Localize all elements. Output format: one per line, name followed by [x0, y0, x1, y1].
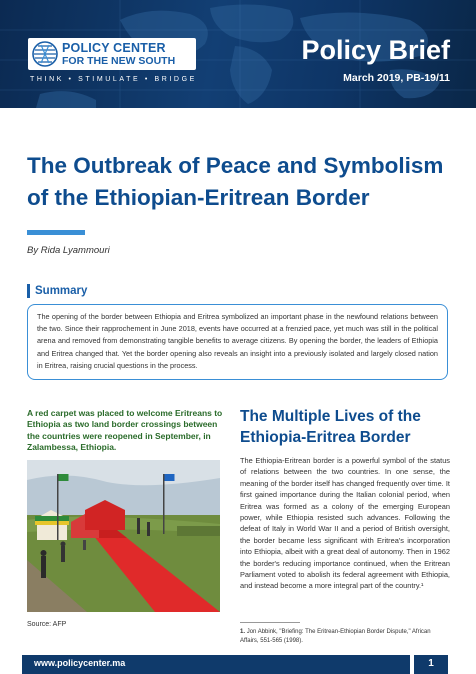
photo-caption: A red carpet was placed to welcome Eritreans to Ethiopia as two land border crossings between the countries were reopened in September, in Zalambessa, Ethiopia. [27, 408, 223, 453]
document-title: The Outbreak of Peace and Symbolism of the Ethiopian-Eritrean Border [27, 153, 444, 210]
publication-date-reference: March 2019, PB-19/11 [343, 72, 450, 84]
page-number: 1 [428, 658, 434, 669]
page-header [0, 0, 476, 108]
footnote [240, 628, 450, 646]
logo-globe-icon [32, 41, 58, 67]
section-body-text: The Ethiopia-Eritrean border is a powerful symbol of the status of relations between the two countries. In one sense, the meaning of the border itself has changed frequently over time. It first gained importance during the Italian colonial period, when Eritrea was formed as a colony of the emerging European power, while Ethiopia resisted such advances. Following the defeat of Italy in World War II and a period of British oversight, the border became less significant with Eritrea's incorporation into Ethiopia, albeit with a great deal of autonomy. Then in 1962 the border's reducing importance continued, when the Eritrean Parliament voted to abolish its federal agreement with Ethiopia, and instead become a more integral part of the country.¹ [240, 456, 450, 591]
footnote-number: 1. [240, 629, 246, 635]
summary-accent-bar [27, 284, 30, 298]
title-underline [27, 230, 85, 235]
section-heading: The Multiple Lives of the Ethiopia-Eritrea Border [240, 408, 421, 446]
author-byline: By Rida Lyammouri [27, 245, 110, 256]
logo[interactable] [28, 38, 196, 70]
summary-box [27, 304, 448, 380]
logo-text-line2: FOR THE NEW SOUTH [62, 55, 176, 67]
red-carpet-photo [27, 460, 220, 612]
publication-type: Policy Brief [301, 35, 450, 65]
tagline: THINK • STIMULATE • BRIDGE [30, 76, 197, 83]
summary-label: Summary [35, 285, 88, 297]
summary-text: The opening of the border between Ethiopia and Eritrea symbolized an important phase in the newfound relations between the two. Since their rapprochement in June 2018, events have occurred at a frenzied pace, yet much was still in the political arena and removed from demonstrating tangible benefits to average citizens. By opening the border, the leaders of Ethiopia and Eritrea changed that. Yet the border opening also reveals an insight into a previously isolated and largely closed nation in Eritrea, raising crucial questions in the process. [37, 312, 438, 370]
page-footer [0, 655, 476, 674]
logo-text-line1: POLICY CENTER [62, 41, 166, 55]
footnote-divider [240, 622, 300, 623]
footnote-text: Jon Abbink, "Briefing: The Eritrean-Ethiopian Border Dispute," African Affairs, 551-565 (1998). [240, 629, 431, 644]
photo-source: Source: AFP [27, 621, 67, 628]
website-link[interactable]: www.policycenter.ma [34, 658, 126, 668]
page-number-box [414, 655, 448, 674]
